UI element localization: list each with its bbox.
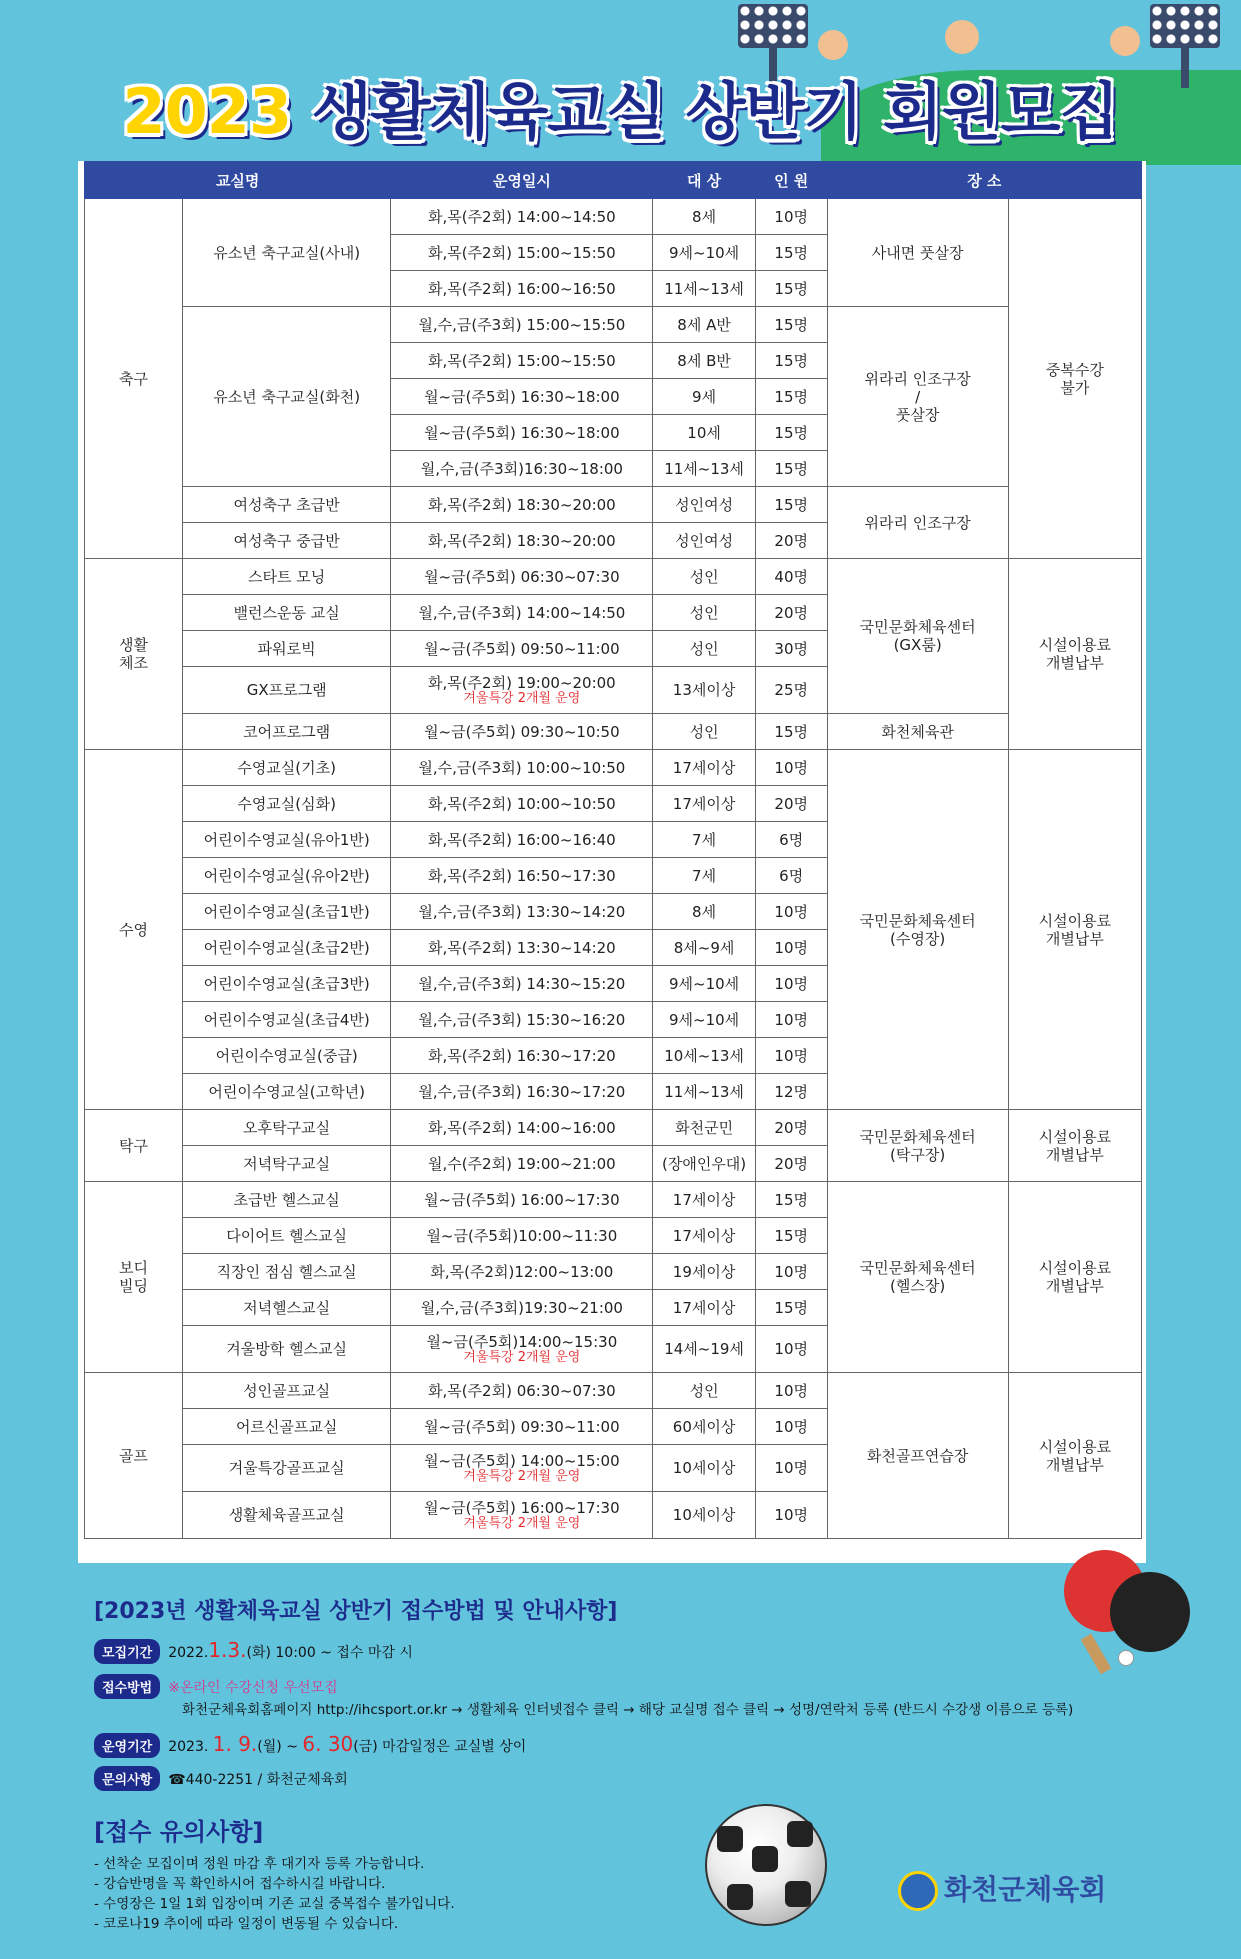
period-row	[94, 1638, 413, 1664]
capacity-cell: 10명	[755, 930, 827, 966]
page-title	[0, 62, 1241, 151]
target-cell: 8세 B반	[653, 343, 756, 379]
capacity-cell: 25명	[755, 667, 827, 714]
schedule-cell: 화,목(주2회) 14:00~16:00	[391, 1110, 653, 1146]
target-cell: 성인	[653, 631, 756, 667]
run-end: 6. 30	[302, 1732, 354, 1756]
capacity-cell: 15명	[755, 271, 827, 307]
class-name-cell: 어린이수영교실(고학년)	[182, 1074, 390, 1110]
notice-item: - 선착순 모집이며 정원 마감 후 대기자 등록 가능합니다.	[94, 1856, 425, 1872]
schedule-table-panel	[78, 161, 1146, 1563]
category-cell: 생활 체조	[85, 559, 183, 750]
capacity-cell: 10명	[755, 966, 827, 1002]
stadium-light-icon	[738, 4, 808, 48]
referee-icon	[1110, 26, 1140, 56]
capacity-cell: 10명	[755, 1326, 827, 1373]
capacity-cell: 6명	[755, 822, 827, 858]
capacity-cell: 15명	[755, 379, 827, 415]
capacity-cell: 10명	[755, 1254, 827, 1290]
player-icon	[818, 30, 848, 60]
class-name-cell: 수영교실(기초)	[182, 750, 390, 786]
schedule-cell: 월~금(주5회) 06:30~07:30	[391, 559, 653, 595]
target-cell: 10세	[653, 415, 756, 451]
capacity-cell: 15명	[755, 415, 827, 451]
note-cell: 시설이용료 개별납부	[1008, 559, 1141, 750]
target-cell: 9세~10세	[653, 235, 756, 271]
target-cell: 11세~13세	[653, 451, 756, 487]
target-cell: 7세	[653, 858, 756, 894]
schedule-cell: 월,수,금(주3회)16:30~18:00	[391, 451, 653, 487]
class-name-cell: 코어프로그램	[182, 714, 390, 750]
schedule-cell: 월~금(주5회) 09:30~10:50	[391, 714, 653, 750]
schedule-cell: 월,수,금(주3회) 13:30~14:20	[391, 894, 653, 930]
method-text: 화천군체육회홈페이지 http://ihcsport.or.kr → 생활체육 인터넷접수 클릭 → 해당 교실명 접수 클릭 → 성명/연락처 등록 (반드시 수강생 이름으로 등록)	[182, 1702, 1074, 1718]
capacity-cell: 10명	[755, 894, 827, 930]
schedule-cell: 화,목(주2회) 18:30~20:00	[391, 487, 653, 523]
target-cell: 11세~13세	[653, 1074, 756, 1110]
schedule-cell: 화,목(주2회) 10:00~10:50	[391, 786, 653, 822]
capacity-cell: 10명	[755, 1002, 827, 1038]
schedule-cell: 월~금(주5회) 09:30~11:00	[391, 1409, 653, 1445]
schedule-cell: 화,목(주2회) 16:30~17:20	[391, 1038, 653, 1074]
location-cell: 국민문화체육센터 (헬스장)	[827, 1182, 1008, 1373]
capacity-cell: 15명	[755, 487, 827, 523]
capacity-cell: 15명	[755, 1182, 827, 1218]
target-cell: 성인여성	[653, 487, 756, 523]
notice-item: - 수영장은 1일 1회 입장이며 기존 교실 중복접수 불가입니다.	[94, 1896, 455, 1912]
logo	[898, 1868, 1106, 1911]
table-row	[85, 307, 1142, 343]
capacity-cell: 40명	[755, 559, 827, 595]
winter-note: 겨울특강 2개월 운영	[463, 1469, 581, 1484]
capacity-cell: 15명	[755, 714, 827, 750]
schedule-cell: 월,수,금(주3회) 10:00~10:50	[391, 750, 653, 786]
class-name-cell: 어린이수영교실(초급3반)	[182, 966, 390, 1002]
target-cell: 8세~9세	[653, 930, 756, 966]
capacity-cell: 20명	[755, 1146, 827, 1182]
paddle-handle	[1081, 1634, 1111, 1675]
target-cell: 9세~10세	[653, 966, 756, 1002]
capacity-cell: 20명	[755, 1110, 827, 1146]
capacity-cell: 20명	[755, 786, 827, 822]
location-cell: 위라리 인조구장	[827, 487, 1008, 559]
category-cell: 수영	[85, 750, 183, 1110]
table-row	[85, 750, 1142, 786]
capacity-cell: 15명	[755, 451, 827, 487]
location-cell: 화천체육관	[827, 714, 1008, 750]
schedule-cell: 월,수,금(주3회) 14:30~15:20	[391, 966, 653, 1002]
class-name-cell: 밸런스운동 교실	[182, 595, 390, 631]
target-cell: 성인	[653, 714, 756, 750]
table-row	[85, 714, 1142, 750]
table-row	[85, 1182, 1142, 1218]
schedule-cell: 월,수,금(주3회) 14:00~14:50	[391, 595, 653, 631]
schedule-cell: 월~금(주5회) 09:50~11:00	[391, 631, 653, 667]
class-name-cell: 성인골프교실	[182, 1373, 390, 1409]
column-header: 교실명	[85, 162, 391, 199]
run-start: 1. 9.	[212, 1732, 258, 1756]
schedule-cell: 화,목(주2회) 16:50~17:30	[391, 858, 653, 894]
capacity-cell: 10명	[755, 1492, 827, 1539]
category-cell: 탁구	[85, 1110, 183, 1182]
run-row	[94, 1732, 526, 1758]
class-name-cell: GX프로그램	[182, 667, 390, 714]
target-cell: 10세이상	[653, 1445, 756, 1492]
table-row	[85, 559, 1142, 595]
winter-note: 겨울특강 2개월 운영	[463, 1350, 581, 1365]
table-row	[85, 199, 1142, 235]
target-cell: 성인	[653, 559, 756, 595]
table-row	[85, 487, 1142, 523]
class-name-cell: 어린이수영교실(유아1반)	[182, 822, 390, 858]
capacity-cell: 20명	[755, 595, 827, 631]
player-icon	[945, 20, 979, 54]
note-cell: 시설이용료 개별납부	[1008, 1182, 1141, 1373]
schedule-cell: 화,목(주2회) 14:00~14:50	[391, 199, 653, 235]
winter-note: 겨울특강 2개월 운영	[463, 1516, 581, 1531]
class-name-cell: 파워로빅	[182, 631, 390, 667]
target-cell: 9세	[653, 379, 756, 415]
schedule-cell: 화,목(주2회) 06:30~07:30	[391, 1373, 653, 1409]
contact-row	[94, 1766, 348, 1791]
column-header: 대 상	[653, 162, 756, 199]
location-cell: 국민문화체육센터 (GX룸)	[827, 559, 1008, 714]
period-year: 2022.	[168, 1645, 209, 1661]
notice-list	[94, 1854, 455, 1934]
target-cell: 7세	[653, 822, 756, 858]
category-cell: 보디 빌딩	[85, 1182, 183, 1373]
target-cell: 17세이상	[653, 1182, 756, 1218]
target-cell: 10세~13세	[653, 1038, 756, 1074]
note-cell: 시설이용료 개별납부	[1008, 750, 1141, 1110]
target-cell: 8세	[653, 199, 756, 235]
period-date: 1.3.	[208, 1638, 247, 1662]
period-tag: 모집기간	[94, 1639, 160, 1664]
schedule-cell: 월~금(주5회) 16:00~17:30	[391, 1182, 653, 1218]
schedule-cell: 월,수,금(주3회) 15:30~16:20	[391, 1002, 653, 1038]
target-cell: 11세~13세	[653, 271, 756, 307]
capacity-cell: 12명	[755, 1074, 827, 1110]
capacity-cell: 10명	[755, 1373, 827, 1409]
target-cell: 9세~10세	[653, 1002, 756, 1038]
schedule-cell: 화,목(주2회) 16:00~16:50	[391, 271, 653, 307]
class-name-cell: 겨울특강골프교실	[182, 1445, 390, 1492]
pingpong-paddle-icon	[1110, 1572, 1190, 1652]
target-cell: 10세이상	[653, 1492, 756, 1539]
schedule-cell: 월~금(주5회) 16:30~18:00	[391, 379, 653, 415]
class-name-cell: 초급반 헬스교실	[182, 1182, 390, 1218]
class-name-cell: 어르신골프교실	[182, 1409, 390, 1445]
title-year: 2023	[122, 75, 292, 148]
schedule-cell: 월,수,금(주3회)19:30~21:00	[391, 1290, 653, 1326]
class-name-cell: 어린이수영교실(유아2반)	[182, 858, 390, 894]
capacity-cell: 6명	[755, 858, 827, 894]
capacity-cell: 10명	[755, 750, 827, 786]
schedule-cell: 월,수,금(주3회) 15:00~15:50	[391, 307, 653, 343]
column-header: 인 원	[755, 162, 827, 199]
schedule-cell: 화,목(주2회) 18:30~20:00	[391, 523, 653, 559]
schedule-cell: 월~금(주5회)10:00~11:30	[391, 1218, 653, 1254]
target-cell: 8세 A반	[653, 307, 756, 343]
winter-note: 겨울특강 2개월 운영	[463, 691, 581, 706]
schedule-cell: 화,목(주2회) 15:00~15:50	[391, 235, 653, 271]
info-heading: [2023년 생활체육교실 상반기 접수방법 및 안내사항]	[94, 1599, 618, 1624]
run-mid: (월) ~	[257, 1739, 303, 1755]
method-note: ※온라인 수강신청 우선모집	[168, 1680, 338, 1696]
capacity-cell: 15명	[755, 307, 827, 343]
class-name-cell: 생활체육골프교실	[182, 1492, 390, 1539]
method-tag: 접수방법	[94, 1674, 160, 1699]
class-name-cell: 직장인 점심 헬스교실	[182, 1254, 390, 1290]
location-cell: 국민문화체육센터 (탁구장)	[827, 1110, 1008, 1182]
class-name-cell: 어린이수영교실(초급2반)	[182, 930, 390, 966]
class-name-cell: 유소년 축구교실(사내)	[182, 199, 390, 307]
class-name-cell: 어린이수영교실(중급)	[182, 1038, 390, 1074]
header-banner	[0, 0, 1241, 165]
schedule-cell: 화,목(주2회) 15:00~15:50	[391, 343, 653, 379]
class-name-cell: 어린이수영교실(초급1반)	[182, 894, 390, 930]
schedule-cell: 월~금(주5회)14:00~15:30 겨울특강 2개월 운영	[391, 1326, 653, 1373]
target-cell: 60세이상	[653, 1409, 756, 1445]
target-cell: 성인	[653, 1373, 756, 1409]
target-cell: 17세이상	[653, 786, 756, 822]
note-cell: 중복수강 불가	[1008, 199, 1141, 559]
location-cell: 국민문화체육센터 (수영장)	[827, 750, 1008, 1110]
notice-item: - 코로나19 추이에 따라 일정이 변동될 수 있습니다.	[94, 1916, 399, 1932]
class-name-cell: 저녁탁구교실	[182, 1146, 390, 1182]
target-cell: 14세~19세	[653, 1326, 756, 1373]
notice-heading: [접수 유의사항]	[94, 1818, 264, 1846]
class-name-cell: 어린이수영교실(초급4반)	[182, 1002, 390, 1038]
target-cell: 화천군민	[653, 1110, 756, 1146]
run-tag: 운영기간	[94, 1733, 160, 1758]
run-detail: (금) 마감일정은 교실별 상이	[353, 1739, 527, 1755]
period-detail: (화) 10:00 ~ 접수 마감 시	[246, 1645, 413, 1661]
logo-mark-icon	[898, 1871, 938, 1911]
table-row	[85, 1110, 1142, 1146]
schedule-cell: 화,목(주2회) 13:30~14:20	[391, 930, 653, 966]
contact-tag: 문의사항	[94, 1766, 160, 1791]
target-cell: 8세	[653, 894, 756, 930]
target-cell: 성인	[653, 595, 756, 631]
note-cell: 시설이용료 개별납부	[1008, 1110, 1141, 1182]
schedule-cell: 월~금(주5회) 16:00~17:30 겨울특강 2개월 운영	[391, 1492, 653, 1539]
contact-text: ☎440-2251 / 화천군체육회	[168, 1772, 348, 1788]
target-cell: 17세이상	[653, 1290, 756, 1326]
target-cell: (장애인우대)	[653, 1146, 756, 1182]
capacity-cell: 10명	[755, 1445, 827, 1492]
capacity-cell: 10명	[755, 199, 827, 235]
stadium-light-icon	[1150, 4, 1220, 48]
location-cell: 사내면 풋살장	[827, 199, 1008, 307]
run-year: 2023.	[168, 1739, 213, 1755]
category-cell: 골프	[85, 1373, 183, 1539]
class-name-cell: 수영교실(심화)	[182, 786, 390, 822]
schedule-cell: 월~금(주5회) 14:00~15:00 겨울특강 2개월 운영	[391, 1445, 653, 1492]
capacity-cell: 15명	[755, 343, 827, 379]
schedule-cell: 화,목(주2회)12:00~13:00	[391, 1254, 653, 1290]
schedule-cell: 화,목(주2회) 16:00~16:40	[391, 822, 653, 858]
class-name-cell: 겨울방학 헬스교실	[182, 1326, 390, 1373]
class-name-cell: 다이어트 헬스교실	[182, 1218, 390, 1254]
target-cell: 17세이상	[653, 750, 756, 786]
capacity-cell: 10명	[755, 1038, 827, 1074]
table-row	[85, 1373, 1142, 1409]
note-cell: 시설이용료 개별납부	[1008, 1373, 1141, 1539]
soccer-ball-icon	[705, 1804, 827, 1926]
capacity-cell: 15명	[755, 1290, 827, 1326]
method-row	[94, 1674, 338, 1699]
class-name-cell: 스타트 모닝	[182, 559, 390, 595]
capacity-cell: 15명	[755, 235, 827, 271]
notice-item: - 강습반명을 꼭 확인하시어 접수하시길 바랍니다.	[94, 1876, 386, 1892]
capacity-cell: 15명	[755, 1218, 827, 1254]
target-cell: 19세이상	[653, 1254, 756, 1290]
column-header: 장 소	[827, 162, 1141, 199]
location-cell: 화천골프연습장	[827, 1373, 1008, 1539]
location-cell: 위라리 인조구장 / 풋살장	[827, 307, 1008, 487]
schedule-table	[84, 161, 1142, 1539]
class-name-cell: 저녁헬스교실	[182, 1290, 390, 1326]
capacity-cell: 20명	[755, 523, 827, 559]
schedule-cell: 월,수(주2회) 19:00~21:00	[391, 1146, 653, 1182]
target-cell: 13세이상	[653, 667, 756, 714]
logo-text: 화천군체육회	[944, 1873, 1107, 1906]
class-name-cell: 오후탁구교실	[182, 1110, 390, 1146]
class-name-cell: 여성축구 초급반	[182, 487, 390, 523]
column-header: 운영일시	[391, 162, 653, 199]
schedule-cell: 월,수,금(주3회) 16:30~17:20	[391, 1074, 653, 1110]
class-name-cell: 유소년 축구교실(화천)	[182, 307, 390, 487]
capacity-cell: 30명	[755, 631, 827, 667]
class-name-cell: 여성축구 중급반	[182, 523, 390, 559]
schedule-cell: 월~금(주5회) 16:30~18:00	[391, 415, 653, 451]
schedule-cell: 화,목(주2회) 19:00~20:00 겨울특강 2개월 운영	[391, 667, 653, 714]
category-cell: 축구	[85, 199, 183, 559]
title-text: 생활체육교실 상반기 회원모집	[311, 75, 1119, 148]
capacity-cell: 10명	[755, 1409, 827, 1445]
target-cell: 성인여성	[653, 523, 756, 559]
pingpong-ball-icon	[1118, 1650, 1134, 1666]
target-cell: 17세이상	[653, 1218, 756, 1254]
